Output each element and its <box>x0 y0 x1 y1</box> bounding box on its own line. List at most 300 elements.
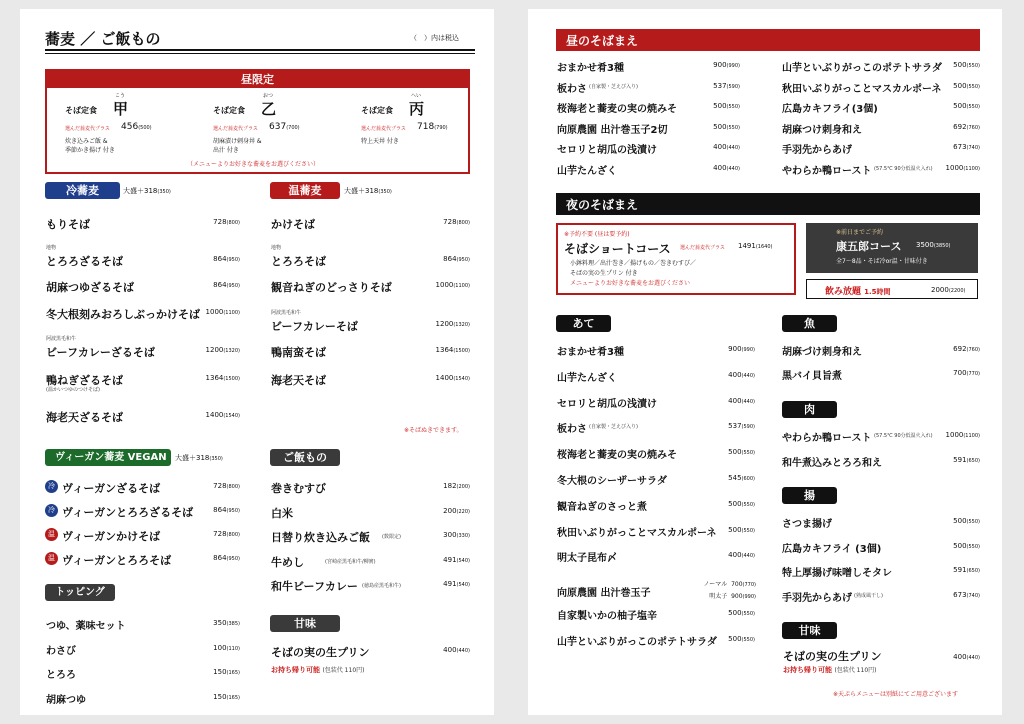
menu-item-price-value: 1000 <box>945 431 964 439</box>
kogoro-desc: 全7〜8品・そば冷or温・甘味付き <box>836 258 928 265</box>
lunch-set-plus: 選んだ蕎麦代プラス <box>65 126 110 132</box>
lunch-set-plus: 選んだ蕎麦代プラス <box>213 126 258 132</box>
menu-item-price-tax: (550) <box>726 124 740 131</box>
rice-item: 日替り炊き込みご飯 <box>271 531 370 544</box>
menu-item-name: 板わさ <box>557 424 587 436</box>
menu-item-price <box>700 609 755 617</box>
rice-item: 牛めし <box>271 555 304 569</box>
menu-item-name: おまかせ肴3種 <box>557 63 624 74</box>
menu-item-price <box>180 668 240 676</box>
menu-item-price-tax: (165) <box>226 694 240 701</box>
cold-soba-item: 海老天ざるそば <box>46 411 123 424</box>
cold-soba-price-value: 1400 <box>205 411 224 419</box>
menu-item-name: 胡麻つゆ <box>46 694 86 706</box>
rice-item-price-tax: (540) <box>456 557 470 564</box>
menu-item-price <box>685 123 740 131</box>
lunch-set-ruby: こう <box>115 93 126 99</box>
menu-item-price <box>925 369 980 377</box>
title-rule <box>45 49 475 54</box>
menu-item-price-value: 400 <box>728 370 742 379</box>
menu-item-price-tax: (760) <box>966 124 980 131</box>
nomihodai-name: 飲み放題 1.5時間 <box>825 287 891 297</box>
menu-item-price-tax: (550) <box>741 501 755 508</box>
cold-soba-price <box>180 374 240 382</box>
menu-item-price-value: 500 <box>953 517 967 525</box>
warm-soba-item: とろろそば <box>271 255 326 268</box>
lunch-set-price-value: 718 <box>417 122 435 132</box>
menu-item-price-value: 591 <box>953 456 967 464</box>
right-sweet-price: 400(440) <box>953 653 980 661</box>
item-origin-note: 地物 <box>271 245 282 251</box>
rice-item: 巻きむすび <box>271 482 326 495</box>
menu-item-name: 桜海老と蕎麦の実の焼みそ <box>557 450 677 462</box>
lunch-set-price <box>269 122 300 132</box>
vegan-soba-price <box>180 530 240 538</box>
menu-item-name: 手羽先からあげ <box>782 145 852 156</box>
menu-item-name: 山芋たんざく <box>557 165 617 177</box>
vegan-extra: 大盛＋318(350) <box>175 454 223 462</box>
lunch-set-price-tax: (790) <box>434 125 448 131</box>
menu-item-name: 山芋といぶりがっこのポテトサラダ <box>782 63 942 74</box>
menu-item-price <box>700 526 755 534</box>
menu-item-price-value: 500 <box>728 448 742 457</box>
menu-item-price <box>925 82 980 90</box>
cold-soba-item: もりそば <box>46 218 90 231</box>
lunch-set-desc: 特上天丼 付き <box>361 138 399 145</box>
cold-soba-header: 冷蕎麦 <box>45 182 120 199</box>
rice-item-price <box>410 482 470 490</box>
menu-item-price <box>925 61 980 69</box>
menu-item-price-tax: (770) <box>966 371 980 377</box>
menu-item-price <box>685 61 740 69</box>
menu-item-price-value: 537 <box>728 422 742 431</box>
menu-item-name: やわらか鴨ロースト <box>782 165 872 177</box>
cold-soba-price-tax: (950) <box>226 283 240 289</box>
lunch-set-label: そば定食 <box>361 106 393 115</box>
warm-soba-price <box>410 218 470 226</box>
menu-item-price-value: 500 <box>953 541 967 550</box>
menu-item-price <box>925 143 980 151</box>
vegan-soba-price-tax: (800) <box>226 532 240 538</box>
cold-soba-item: 胡麻つゆざるそば <box>46 281 134 294</box>
warm-soba-price-tax: (1500) <box>453 348 470 354</box>
menu-item-price <box>925 431 980 439</box>
short-course-note: ※予約不要 (昼は要予約) <box>564 231 630 238</box>
menu-item-price-value: 545 <box>728 474 742 482</box>
menu-item-price-value: 500 <box>728 499 742 508</box>
menu-item-price-tax: (550) <box>741 611 755 617</box>
menu-item-price-tax: (440) <box>741 372 755 379</box>
menu-item-price-tax: (385) <box>226 621 240 627</box>
meat-header: 肉 <box>782 401 837 418</box>
warm-soba-header: 温蕎麦 <box>270 182 340 199</box>
rice-item-price <box>410 507 470 515</box>
menu-item-price-tax: (740) <box>966 145 980 151</box>
vegan-soba-price-value: 728 <box>213 482 227 490</box>
menu-item-price <box>685 164 740 172</box>
cold-soba-item: とろろざるそば <box>46 255 123 268</box>
menu-item-price-tax: (440) <box>741 398 755 405</box>
menu-item-price <box>700 397 755 405</box>
menu-item-price-tax: (990) <box>741 347 755 353</box>
short-course-name: そばショートコース <box>564 242 671 256</box>
menu-item-name: 胡麻づけ刺身和え <box>782 347 862 358</box>
left-page-title: 蕎麦 ／ ご飯もの <box>45 30 161 48</box>
kogoro-price: 3500(3850) <box>916 241 951 249</box>
menu-item-price-value: 400 <box>713 143 727 151</box>
vegan-soba-price-value: 864 <box>213 506 227 514</box>
menu-item-name: 板わさ <box>557 83 587 95</box>
warm-extra: 大盛＋318(350) <box>344 187 392 195</box>
menu-item-name: 明太子昆布〆 <box>557 553 617 565</box>
menu-item-note: (熟成風干し) <box>854 592 883 599</box>
item-origin-note: 阿波黒毛和牛 <box>46 336 77 342</box>
menu-item-price-value: 500 <box>713 122 727 131</box>
tax-note: （ ）内は税込 <box>410 34 459 42</box>
vegan-soba-item: ヴィーガンかけそば <box>62 530 161 543</box>
menu-item-price-tax: (590) <box>741 424 755 431</box>
short-course-desc2: そばの実の生プリン 付き <box>570 270 638 277</box>
ate-tamago-prices: ノーマル 700(770) 明太子 900(990) <box>703 581 756 600</box>
menu-item-name: 和牛煮込みとろろ和え <box>782 458 882 469</box>
menu-item-price <box>700 500 755 508</box>
warm-soba-price-tax: (950) <box>456 257 470 263</box>
menu-item-price-tax: (550) <box>966 519 980 525</box>
warm-soba-price-value: 1200 <box>435 320 454 328</box>
rice-item-price <box>410 556 470 564</box>
cold-soba-price <box>180 281 240 289</box>
cold-soba-item: 鴨ねぎざるそば <box>46 374 123 387</box>
lunch-set-label: そば定食 <box>65 106 97 115</box>
kogoro-note: ※前日までご予約 <box>836 229 884 236</box>
warm-soba-item: ビーフカレーそば <box>271 320 358 333</box>
vegan-soba-item: ヴィーガンざるそば <box>62 482 161 495</box>
menu-item-name: 広島カキフライ(3個) <box>782 104 878 115</box>
menu-item-price-value: 500 <box>953 61 967 69</box>
lunch-set-price <box>417 122 448 132</box>
nomihodai-price: 2000(2200) <box>931 286 966 294</box>
right-sweet-name: そばの実の生プリン <box>783 650 882 663</box>
menu-item-price-value: 673 <box>953 143 967 151</box>
menu-item-price-value: 900 <box>728 345 742 353</box>
rice-item: 和牛ビーフカレー <box>271 580 358 593</box>
lunch-box <box>45 69 470 174</box>
menu-item-price-value: 692 <box>953 122 967 131</box>
menu-item-price-value: 700 <box>953 369 967 377</box>
warm-soba-item: 鴨南蛮そば <box>271 346 326 359</box>
menu-item-price-value: 400 <box>713 163 727 172</box>
menu-item-price <box>180 619 240 627</box>
left-sweet-takeout: お持ち帰り可能 (包装代 110円) <box>271 666 365 674</box>
menu-item-price-value: 692 <box>953 345 967 353</box>
menu-item-name: 観音ねぎのさっと煮 <box>557 501 647 513</box>
vegan-soba-item: ヴィーガンとろろざるそば <box>62 506 194 519</box>
left-sweet-header: 甘味 <box>270 615 340 632</box>
short-course-plus: 選んだ蕎麦代プラス <box>680 245 725 251</box>
rice-item-price-tax: (540) <box>456 582 470 588</box>
lunch-set-desc: 炊き込みご飯 & <box>65 138 108 145</box>
menu-item-name: 特上厚揚げ味噌しそタレ <box>782 568 892 579</box>
menu-item-price <box>700 551 755 559</box>
menu-item-price <box>700 635 755 643</box>
lunch-set-ruby: おつ <box>263 93 273 99</box>
menu-item-name: わさび <box>46 645 76 657</box>
cold-extra: 大盛＋318(350) <box>123 187 171 195</box>
left-page <box>20 9 494 715</box>
menu-item-name: とろろ <box>46 670 76 681</box>
topping-header: トッピング <box>45 584 115 601</box>
menu-item-price-value: 500 <box>953 81 967 90</box>
menu-item-name: 秋田いぶりがっことマスカルポーネ <box>782 83 942 95</box>
kogoro-course-box <box>806 223 978 273</box>
menu-item-price <box>700 422 755 430</box>
cold-soba-price-value: 1364 <box>205 374 224 382</box>
warm-soba-price-tax: (1100) <box>453 283 470 289</box>
menu-item-price <box>925 456 980 464</box>
menu-item-name: 山芋といぶりがっこのポテトサラダ <box>557 637 717 648</box>
menu-item-price <box>685 82 740 90</box>
left-sweet-name: そばの実の生プリン <box>271 646 370 659</box>
cold-soba-price <box>180 255 240 263</box>
menu-item-price-value: 500 <box>728 609 742 617</box>
rice-item-price-value: 182 <box>443 482 457 490</box>
lunch-set-grade: 乙 <box>261 100 277 118</box>
rice-item-price-value: 200 <box>443 506 457 515</box>
night-soba-mae-header: 夜のそばまえ <box>556 193 980 215</box>
menu-item-note: (57.5℃ 90分低温火入れ) <box>874 165 933 172</box>
temperature-badge: 冷 <box>45 504 58 517</box>
temperature-badge: 冷 <box>45 480 58 493</box>
cold-soba-item: ビーフカレーざるそば <box>46 346 155 359</box>
warm-soba-price-value: 864 <box>443 255 457 263</box>
kogoro-name: 康五郎コース <box>836 240 902 253</box>
rice-item-price-value: 491 <box>443 555 457 564</box>
fry-header: 揚 <box>782 487 837 504</box>
temperature-badge: 温 <box>45 528 58 541</box>
menu-item-price <box>700 474 755 482</box>
cold-soba-price-value: 1000 <box>205 308 224 316</box>
menu-item-price <box>925 591 980 599</box>
ate-tamago-name: 向原農園 出汁巻玉子 <box>557 588 651 599</box>
short-course-box <box>556 223 796 295</box>
vegan-soba-price-tax: (950) <box>226 556 240 562</box>
lunch-set-price-value: 456 <box>121 122 139 132</box>
menu-item-note: (自家製・芝えび入り) <box>589 83 638 90</box>
warm-soba-price-tax: (1320) <box>453 322 470 328</box>
menu-item-price-value: 150 <box>213 692 227 701</box>
rice-item-price-tax: (200) <box>456 484 470 490</box>
cold-soba-price-value: 1200 <box>205 346 224 354</box>
right-sweet-takeout: お持ち帰り可能 (包装代 110円) <box>783 666 877 674</box>
ate-header: あて <box>556 315 611 332</box>
warm-soba-price-tax: (1540) <box>453 376 470 382</box>
menu-item-name: 手羽先からあげ <box>782 592 852 604</box>
menu-item-price-value: 400 <box>728 396 742 405</box>
menu-item-name: さつま揚げ <box>782 519 832 530</box>
menu-item-name: 山芋たんざく <box>557 372 617 384</box>
menu-item-price-value: 673 <box>953 590 967 599</box>
menu-item-note: (自家製・芝えび入り) <box>589 424 638 431</box>
menu-item-price-value: 1000 <box>945 163 964 172</box>
lunch-set-desc: 出汁 付き <box>213 147 239 154</box>
menu-item-name: 黒バイ貝旨煮 <box>782 371 842 382</box>
warm-soba-price <box>410 346 470 354</box>
nomihodai-box <box>806 279 978 299</box>
warm-note: ※そばぬきできます。 <box>404 427 463 434</box>
menu-item-price-tax: (590) <box>726 83 740 90</box>
fish-header: 魚 <box>782 315 837 332</box>
right-page <box>528 9 1002 715</box>
menu-item-price-tax: (440) <box>741 553 755 560</box>
cold-soba-price-tax: (1500) <box>223 376 240 382</box>
vegan-soba-price <box>180 506 240 514</box>
rice-item-price-tax: (220) <box>456 508 470 515</box>
lunch-set-price-tax: (500) <box>138 125 152 131</box>
cold-soba-price <box>180 308 240 316</box>
lunch-set-price-value: 637 <box>269 122 287 132</box>
menu-item-note: (温かいつゆのつけそば) <box>46 387 100 393</box>
menu-item-note: (57.5℃ 90分低温火入れ) <box>874 433 933 439</box>
rice-item-price <box>410 580 470 588</box>
item-origin-note: 阿波黒毛和牛 <box>271 310 302 316</box>
menu-item-price-value: 900 <box>713 61 727 69</box>
lunch-set-ruby: へい <box>411 93 422 99</box>
menu-item-name: セロリと胡瓜の浅漬け <box>557 145 657 156</box>
lunch-set-desc: 胡麻漬け刺身丼 & <box>213 138 262 145</box>
warm-soba-price <box>410 374 470 382</box>
cold-soba-price <box>180 346 240 354</box>
menu-item-price-tax: (1100) <box>963 433 980 439</box>
item-origin-note: 地物 <box>46 245 57 251</box>
menu-item-price <box>925 123 980 131</box>
warm-soba-item: 海老天そば <box>271 374 326 387</box>
rice-item-price <box>410 531 470 539</box>
menu-item-name: セロリと胡瓜の浅漬け <box>557 398 657 410</box>
menu-item-price <box>925 164 980 172</box>
rice-item-note: (徳島産黒毛和牛) <box>362 583 401 589</box>
menu-item-price-value: 500 <box>728 635 742 643</box>
menu-item-name: 冬大根のシーザーサラダ <box>557 476 667 487</box>
warm-soba-item: かけそば <box>271 218 315 231</box>
menu-item-price-tax: (550) <box>741 637 755 643</box>
menu-item-price-tax: (550) <box>966 543 980 550</box>
menu-item-price <box>180 644 240 652</box>
menu-item-price-value: 150 <box>213 668 227 676</box>
lunch-set-grade: 丙 <box>409 100 425 118</box>
menu-item-price-value: 500 <box>713 102 727 110</box>
rice-item-note: (数限定) <box>382 534 401 540</box>
menu-item-price-tax: (650) <box>966 568 980 574</box>
lunch-box-title: 昼限定 <box>47 71 468 88</box>
warm-soba-price <box>410 255 470 263</box>
menu-item-name: 胡麻つけ刺身和え <box>782 124 862 136</box>
menu-item-name: おまかせ肴3種 <box>557 347 624 358</box>
lunch-set-label: そば定食 <box>213 106 245 115</box>
menu-item-price-tax: (740) <box>966 592 980 599</box>
tempura-footer-note: ※天ぷらメニューは別紙にてご用意ございます <box>833 691 959 698</box>
warm-soba-price-value: 1364 <box>435 346 454 354</box>
menu-item-price <box>685 102 740 110</box>
warm-soba-price-value: 728 <box>443 218 457 226</box>
menu-item-price-tax: (550) <box>966 83 980 90</box>
menu-item-price <box>180 693 240 701</box>
warm-soba-price-value: 1000 <box>435 281 454 289</box>
vegan-soba-price <box>180 554 240 562</box>
menu-item-price-tax: (760) <box>966 347 980 353</box>
menu-item-price-value: 500 <box>728 525 742 534</box>
menu-item-price-tax: (600) <box>741 476 755 482</box>
menu-item-price <box>685 143 740 151</box>
cold-soba-price-tax: (800) <box>226 220 240 226</box>
menu-item-price <box>700 448 755 456</box>
menu-item-price <box>925 102 980 110</box>
menu-item-price-tax: (550) <box>741 527 755 534</box>
rice-item-price-value: 491 <box>443 580 457 588</box>
cold-soba-price-tax: (1540) <box>223 413 240 419</box>
menu-item-name: 向原農園 出汁巻玉子2切 <box>557 124 668 136</box>
menu-item-price <box>700 371 755 379</box>
temperature-badge: 温 <box>45 552 58 565</box>
short-course-price: 1491(1640) <box>738 242 773 250</box>
cold-soba-price-value: 864 <box>213 255 227 263</box>
menu-item-name: 秋田いぶりがっことマスカルポーネ <box>557 527 717 539</box>
vegan-soba-price-value: 728 <box>213 530 227 538</box>
lunch-note: （メニューよりお好きな蕎麦をお選びください） <box>187 161 320 168</box>
menu-item-price-value: 500 <box>953 102 967 110</box>
warm-soba-item: 観音ねぎのどっさりそば <box>271 281 392 294</box>
menu-item-price-tax: (165) <box>226 670 240 676</box>
menu-item-price-value: 591 <box>953 566 967 574</box>
lunch-soba-mae-header: 昼のそばまえ <box>556 29 980 51</box>
cold-soba-price-tax: (950) <box>226 257 240 263</box>
right-sweet-header: 甘味 <box>782 622 837 639</box>
cold-soba-price <box>180 411 240 419</box>
menu-item-price-value: 400 <box>728 551 742 560</box>
cold-soba-price <box>180 218 240 226</box>
vegan-soba-price <box>180 482 240 490</box>
menu-item-price-tax: (440) <box>726 165 740 172</box>
menu-item-price-tax: (1100) <box>963 165 980 172</box>
cold-soba-item: 冬大根刻みおろしぶっかけそば <box>46 308 200 321</box>
warm-soba-price <box>410 281 470 289</box>
cold-soba-price-tax: (1100) <box>223 310 240 316</box>
menu-item-price-tax: (550) <box>741 450 755 457</box>
menu-item-price <box>925 345 980 353</box>
lunch-set-price <box>121 122 152 132</box>
vegan-soba-item: ヴィーガンとろろそば <box>62 554 172 567</box>
vegan-soba-price-value: 864 <box>213 554 227 562</box>
menu-item-price-tax: (550) <box>726 104 740 110</box>
warm-soba-price-tax: (800) <box>456 220 470 226</box>
menu-item-price-value: 100 <box>213 643 227 652</box>
lunch-set-price-tax: (700) <box>286 125 300 131</box>
rice-item-price-value: 300 <box>443 531 457 539</box>
lunch-set-grade: 甲 <box>113 100 129 118</box>
rice-header: ご飯もの <box>270 449 340 466</box>
rice-item: 白米 <box>271 506 293 520</box>
menu-item-price-value: 537 <box>713 81 727 90</box>
menu-item-price <box>700 345 755 353</box>
menu-item-name: つゆ、薬味セット <box>46 621 126 632</box>
cold-soba-price-value: 864 <box>213 281 227 289</box>
short-course-desc1: 小鉢料理／出汁巻き／揚げもの／巻きむすび／ <box>570 260 697 267</box>
warm-soba-price-value: 1400 <box>435 374 454 382</box>
rice-item-price-tax: (330) <box>456 533 470 539</box>
lunch-set-desc: 季節かき揚げ 付き <box>65 147 115 154</box>
lunch-set-plus: 選んだ蕎麦代プラス <box>361 126 406 132</box>
menu-item-price-tax: (990) <box>726 63 740 69</box>
rice-item-note: (宮崎産黒毛和牛/柳實) <box>325 558 376 565</box>
